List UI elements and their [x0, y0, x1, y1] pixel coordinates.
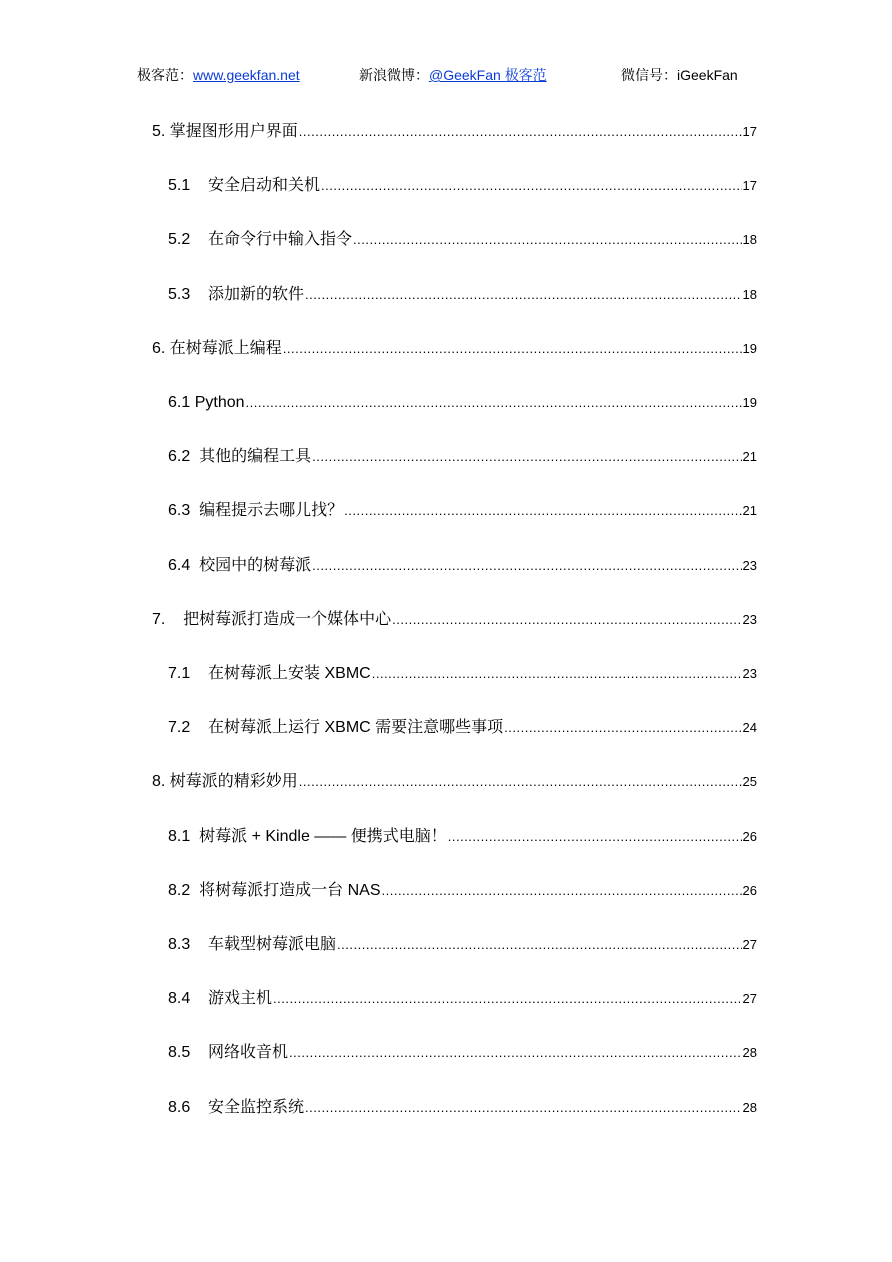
toc-entry-page: 24	[742, 720, 757, 735]
toc-entry-page: 27	[742, 937, 757, 952]
toc-entry-title: 树莓派的精彩妙用	[165, 773, 298, 790]
toc-entry-page: 21	[742, 449, 757, 464]
toc-entry[interactable]	[168, 1097, 757, 1119]
toc-entry-label	[152, 338, 282, 360]
toc-entry-number: 6.1	[168, 394, 191, 411]
toc-entry-page: 23	[742, 666, 757, 681]
toc-entry-number: 8.6	[168, 1099, 191, 1116]
header-wechat-id: iGeekFan	[677, 67, 738, 83]
toc-entry-title: 安全启动和关机	[190, 177, 321, 194]
toc-entry-label	[168, 826, 447, 848]
toc-entry-title: 在树莓派上安装 XBMC	[190, 665, 371, 682]
toc-entry-label	[168, 1097, 304, 1119]
toc-entry-page: 23	[742, 558, 757, 573]
toc-dot-leader	[448, 826, 742, 848]
toc-entry-title: 网络收音机	[190, 1044, 289, 1061]
toc-dot-leader	[372, 663, 742, 685]
page-header	[0, 63, 892, 87]
header-site-label: 极客范：	[137, 67, 193, 83]
toc-entry-page: 26	[742, 883, 757, 898]
toc-entry[interactable]	[168, 446, 757, 468]
toc-dot-leader	[299, 771, 742, 793]
toc-entry[interactable]	[168, 500, 757, 522]
toc-entry-title: 树莓派 + Kindle —— 便携式电脑！	[190, 828, 447, 845]
toc-entry-number: 6.4	[168, 557, 191, 574]
toc-entry-number: 8.4	[168, 990, 191, 1007]
toc-entry-title: 把树莓派打造成一个媒体中心	[165, 611, 392, 628]
header-wechat-label: 微信号：	[621, 67, 677, 83]
toc-dot-leader	[289, 1042, 741, 1064]
toc-entry-number: 7.1	[168, 665, 191, 682]
toc-entry[interactable]	[168, 880, 757, 902]
toc-entry[interactable]	[168, 229, 757, 251]
toc-entry-title: Python	[190, 394, 245, 411]
toc-entry-number: 8.2	[168, 882, 191, 899]
toc-entry-label	[168, 500, 343, 522]
header-wechat	[621, 63, 738, 87]
toc-entry-number: 7.2	[168, 719, 191, 736]
toc-entry[interactable]	[152, 338, 757, 360]
toc-entry-number: 5.1	[168, 177, 191, 194]
toc-entry-label	[168, 880, 381, 902]
toc-entry-page: 17	[742, 178, 757, 193]
toc-entry-page: 17	[742, 124, 757, 139]
toc-entry-label	[168, 717, 503, 739]
toc-entry-page: 27	[742, 991, 757, 1006]
toc-entry[interactable]	[168, 392, 757, 414]
toc-entry-number: 6.	[152, 340, 166, 357]
toc-entry-number: 8.3	[168, 936, 191, 953]
toc-entry-label	[168, 446, 311, 468]
toc-entry-page: 26	[742, 829, 757, 844]
toc-entry-label	[152, 121, 298, 143]
toc-entry[interactable]	[168, 284, 757, 306]
toc-entry-title: 添加新的软件	[190, 286, 305, 303]
toc-dot-leader	[321, 175, 741, 197]
header-weibo-link[interactable]: @GeekFan 极客范	[429, 67, 547, 83]
toc-dot-leader	[353, 229, 741, 251]
toc-entry-label	[168, 934, 336, 956]
toc-entry-label	[168, 988, 272, 1010]
toc-entry-page: 19	[742, 395, 757, 410]
toc-entry[interactable]	[168, 1042, 757, 1064]
toc-entry-title: 其他的编程工具	[190, 448, 312, 465]
toc-entry[interactable]	[152, 609, 757, 631]
toc-entry-number: 8.	[152, 773, 166, 790]
toc-entry-number: 5.	[152, 123, 166, 140]
toc-entry-page: 21	[742, 503, 757, 518]
toc-entry-label	[168, 175, 320, 197]
header-weibo-label: 新浪微博：	[359, 67, 429, 83]
toc-entry-page: 18	[742, 287, 757, 302]
toc-entry-label	[168, 663, 371, 685]
toc-dot-leader	[344, 500, 741, 522]
header-site-link[interactable]: www.geekfan.net	[193, 67, 300, 83]
toc-entry-label	[168, 392, 245, 414]
toc-entry-page: 25	[742, 774, 757, 789]
toc-entry-title: 安全监控系统	[190, 1099, 305, 1116]
header-weibo	[359, 63, 547, 87]
toc-entry-number: 8.5	[168, 1044, 191, 1061]
toc-dot-leader	[246, 392, 742, 414]
toc-dot-leader	[382, 880, 742, 902]
toc-entry-number: 6.3	[168, 502, 191, 519]
toc-entry[interactable]	[168, 988, 757, 1010]
toc-entry-title: 游戏主机	[190, 990, 273, 1007]
toc-entry-title: 掌握图形用户界面	[165, 123, 298, 140]
toc-entry-label	[168, 1042, 288, 1064]
toc-dot-leader	[337, 934, 741, 956]
toc-entry[interactable]	[168, 663, 757, 685]
toc-entry-page: 28	[742, 1045, 757, 1060]
toc-entry-number: 8.1	[168, 828, 191, 845]
toc-dot-leader	[504, 717, 741, 739]
toc-dot-leader	[273, 988, 741, 1010]
toc-entry-page: 19	[742, 341, 757, 356]
toc-entry[interactable]	[168, 826, 757, 848]
toc-entry-title: 车载型树莓派电脑	[190, 936, 337, 953]
toc-entry-number: 5.2	[168, 231, 191, 248]
toc-dot-leader	[305, 1097, 741, 1119]
toc-entry-label	[152, 609, 391, 631]
toc-entry-label	[168, 284, 304, 306]
toc-entry-title: 将树莓派打造成一台 NAS	[190, 882, 381, 899]
toc-entry[interactable]	[152, 121, 757, 143]
toc-entry-title: 在树莓派上编程	[165, 340, 282, 357]
toc-entry-title: 在命令行中输入指令	[190, 231, 353, 248]
toc-entry-number: 5.3	[168, 286, 191, 303]
toc-entry-title: 在树莓派上运行 XBMC 需要注意哪些事项	[190, 719, 504, 736]
toc-entry-label	[168, 229, 352, 251]
toc-entry-title: 编程提示去哪儿找？	[190, 502, 344, 519]
toc-dot-leader	[312, 446, 741, 468]
toc-dot-leader	[299, 121, 742, 143]
toc-entry-label	[168, 555, 311, 577]
toc-entry[interactable]	[168, 175, 757, 197]
header-site	[137, 63, 300, 87]
toc-entry-page: 23	[742, 612, 757, 627]
toc-entry-number: 6.2	[168, 448, 191, 465]
toc-entry-page: 28	[742, 1100, 757, 1115]
toc-entry[interactable]	[168, 717, 757, 739]
toc-dot-leader	[305, 284, 741, 306]
toc-dot-leader	[392, 609, 741, 631]
toc-entry-page: 18	[742, 232, 757, 247]
toc-entry-number: 7.	[152, 611, 166, 628]
toc-dot-leader	[283, 338, 742, 360]
toc-dot-leader	[312, 555, 741, 577]
toc-entry[interactable]	[168, 934, 757, 956]
toc-entry-label	[152, 771, 298, 793]
toc-entry[interactable]	[168, 555, 757, 577]
toc-entry[interactable]	[152, 771, 757, 793]
toc-entry-title: 校园中的树莓派	[190, 557, 312, 574]
